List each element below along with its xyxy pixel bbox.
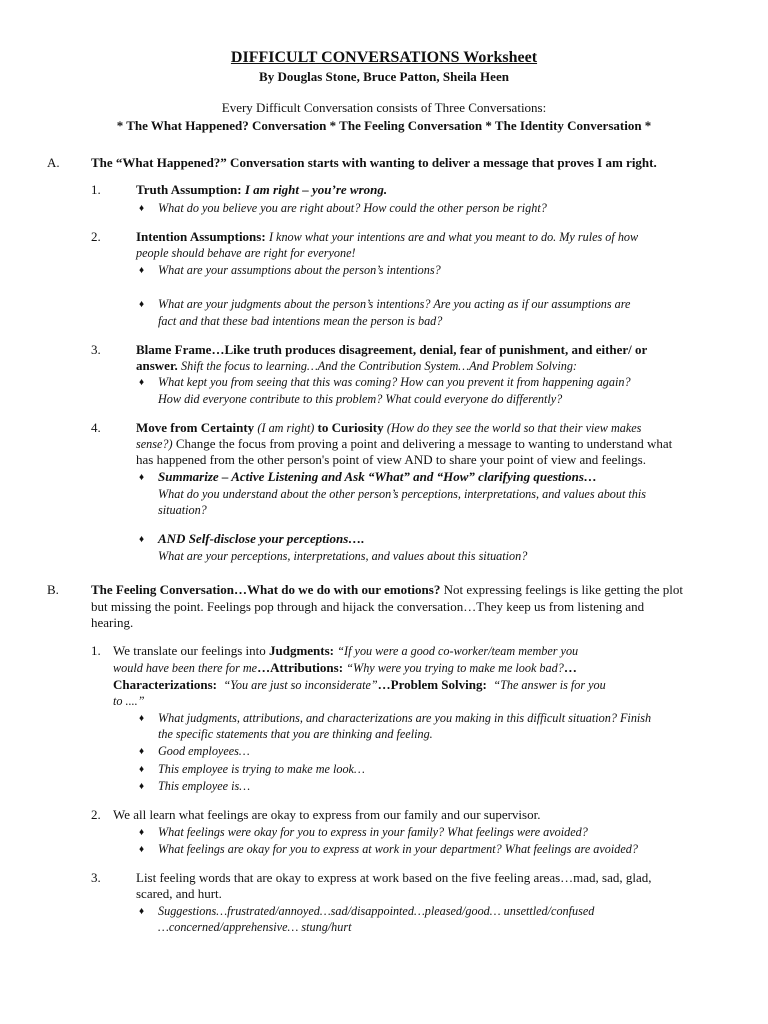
bullet-icon: ♦ bbox=[139, 746, 145, 757]
a4-title-line2 bbox=[136, 436, 672, 452]
b3-suggestions-1: Suggestions…frustrated/annoyed…sad/disappointed…pleased/good… unsettled/confused bbox=[158, 904, 595, 918]
bullet-icon: ♦ bbox=[139, 377, 145, 388]
b3-number: 3. bbox=[91, 870, 101, 885]
a4-title-line1 bbox=[136, 420, 641, 436]
a2-question-2a: What are your judgments about the person’s intentions? Are you acting as if our assumptions are bbox=[158, 297, 631, 311]
a2-desc: I know what your intentions are and what you meant to do. My rules of how bbox=[268, 230, 639, 244]
b1-pre: We translate our feelings into bbox=[113, 643, 266, 658]
a4-summarize: Summarize – Active Listening and Ask “What” and “How” clarifying questions… bbox=[158, 469, 597, 484]
a3-shift: Shift the focus to learning…And the Contribution System…And Problem Solving: bbox=[181, 359, 577, 373]
section-b-line3: hearing. bbox=[91, 615, 134, 630]
b1-bullet-1b: the specific statements that you are thinking and feeling. bbox=[158, 727, 433, 741]
bullet-icon: ♦ bbox=[139, 203, 145, 214]
b2-question-1: What feelings were okay for you to express in your family? What feelings were avoided? bbox=[158, 825, 588, 839]
a2-question-2b: fact and that these bad intentions mean the person is bad? bbox=[158, 314, 443, 328]
section-a-heading: The “What Happened?” Conversation starts with wanting to deliver a message that proves I am right. bbox=[91, 155, 657, 170]
a4-how: (How do they see the world so that their view makes bbox=[386, 421, 642, 435]
b1-judgments: Judgments: bbox=[269, 643, 335, 658]
b1-judgments-quote: “If you were a good co-worker/team member you bbox=[337, 644, 579, 658]
a3-number: 3. bbox=[91, 342, 101, 357]
section-b-heading-rest: Not expressing feelings is like getting the plot bbox=[443, 582, 683, 597]
section-b-letter: B. bbox=[47, 582, 59, 597]
a4-change-1: Change the focus from proving a point and delivering a message to wanting to understand what bbox=[175, 436, 673, 451]
a4-self-disclose-q: What are your perceptions, interpretations, and values about this situation? bbox=[158, 549, 528, 563]
a3-question-1a: What kept you from seeing that this was coming? How can you prevent it from happening again? bbox=[158, 375, 631, 389]
a1-title bbox=[136, 182, 387, 198]
a3-answer: answer. bbox=[136, 358, 178, 373]
a3-question-1b: How did everyone contribute to this problem? What could everyone do differently? bbox=[158, 392, 563, 406]
a2-number: 2. bbox=[91, 229, 101, 244]
b1-bullet-4: This employee is… bbox=[158, 779, 251, 793]
bullet-icon: ♦ bbox=[139, 844, 145, 855]
a3-title-line2 bbox=[136, 358, 577, 374]
a2-question-1: What are your assumptions about the person’s intentions? bbox=[158, 263, 441, 277]
a2-desc-line2: people should behave are right for everyone! bbox=[136, 246, 356, 260]
a2-title-line bbox=[136, 229, 638, 245]
b1-problem-solving-quote: “The answer is for you bbox=[493, 678, 606, 692]
a4-self-disclose: AND Self-disclose your perceptions…. bbox=[158, 531, 365, 546]
b1-bullet-1a: What judgments, attributions, and characterizations are you making in this difficult situation? Finish bbox=[158, 711, 652, 725]
b1-number: 1. bbox=[91, 643, 101, 658]
b1-attributions: …Attributions: bbox=[257, 660, 344, 675]
bullet-icon: ♦ bbox=[139, 906, 145, 917]
a1-title-italic: I am right – you’re wrong. bbox=[244, 182, 388, 197]
b1-bullet-2: Good employees… bbox=[158, 744, 250, 758]
bullet-icon: ♦ bbox=[139, 781, 145, 792]
a4-summarize-q1: What do you understand about the other person’s perceptions, interpretations, and values about this bbox=[158, 487, 647, 501]
section-b-heading-bold: The Feeling Conversation…What do we do with our emotions? bbox=[91, 582, 441, 597]
b3-suggestions-2: …concerned/apprehensive… stung/hurt bbox=[158, 920, 352, 934]
a4-to-curiosity: to Curiosity bbox=[317, 420, 384, 435]
bullet-icon: ♦ bbox=[139, 299, 145, 310]
b1-line3 bbox=[113, 677, 606, 693]
b1-problem-solving: …Problem Solving: bbox=[377, 677, 487, 692]
bullet-icon: ♦ bbox=[139, 827, 145, 838]
a4-sense: sense?) bbox=[136, 437, 173, 451]
b1-line1 bbox=[113, 643, 578, 659]
a4-certainty: Move from Certainty bbox=[136, 420, 255, 435]
a1-number: 1. bbox=[91, 182, 101, 197]
b1-line2 bbox=[113, 660, 577, 676]
a4-number: 4. bbox=[91, 420, 101, 435]
b1-attributions-quote: “Why were you trying to make me look bad? bbox=[346, 661, 564, 675]
a3-title-line1: Blame Frame…Like truth produces disagreement, denial, fear of punishment, and either/ or bbox=[136, 342, 648, 357]
a4-iamright: (I am right) bbox=[257, 421, 315, 435]
b2-number: 2. bbox=[91, 807, 101, 822]
bullet-icon: ♦ bbox=[139, 713, 145, 724]
b2-question-2: What feelings are okay for you to express at work in your department? What feelings are avoided? bbox=[158, 842, 638, 856]
bullet-icon: ♦ bbox=[139, 472, 145, 483]
intro-line: Every Difficult Conversation consists of Three Conversations: bbox=[221, 100, 547, 115]
section-b-heading bbox=[91, 582, 683, 598]
a2-title: Intention Assumptions: bbox=[136, 229, 266, 244]
a4-change-2: has happened from the other person's point of view AND to share your point of view and feelings. bbox=[136, 452, 646, 467]
section-b-line2: but missing the point. Feelings pop through and hijack the conversation…They keep us from listening and bbox=[91, 599, 645, 614]
authors-line: By Douglas Stone, Bruce Patton, Sheila Heen bbox=[259, 69, 509, 84]
b1-l2-pre: would have been there for me bbox=[113, 661, 258, 675]
b3-text-2: scared, and hurt. bbox=[136, 886, 222, 901]
b1-l2-end: … bbox=[563, 660, 577, 675]
b1-characterizations: Characterizations: bbox=[113, 677, 217, 692]
b1-line4: to ....” bbox=[113, 694, 145, 708]
bullet-icon: ♦ bbox=[139, 764, 145, 775]
a4-summarize-q2: situation? bbox=[158, 503, 207, 517]
a1-question: What do you believe you are right about? How could the other person be right? bbox=[158, 201, 547, 215]
b1-bullet-3: This employee is trying to make me look… bbox=[158, 762, 365, 776]
bullet-icon: ♦ bbox=[139, 534, 145, 545]
b1-characterizations-quote: “You are just so inconsiderate” bbox=[223, 678, 378, 692]
three-conversations-line: * The What Happened? Conversation * The Feeling Conversation * The Identity Conversation * bbox=[116, 118, 652, 133]
bullet-icon: ♦ bbox=[139, 265, 145, 276]
b3-text-1: List feeling words that are okay to express at work based on the five feeling areas…mad, sad, glad, bbox=[136, 870, 652, 885]
a1-title-bold: Truth Assumption: bbox=[136, 182, 242, 197]
section-a-letter: A. bbox=[47, 155, 60, 170]
page-title: DIFFICULT CONVERSATIONS Worksheet bbox=[230, 49, 538, 66]
b2-text: We all learn what feelings are okay to express from our family and our supervisor. bbox=[113, 807, 541, 822]
